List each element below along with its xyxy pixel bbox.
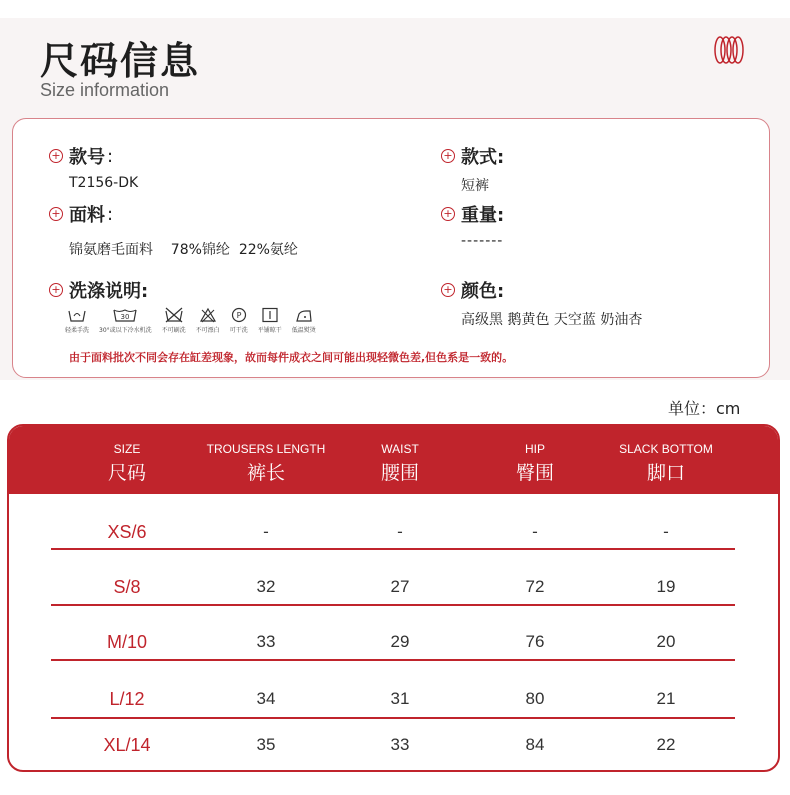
row-divider	[51, 659, 735, 661]
style-type-value: 短裤	[461, 178, 489, 194]
table-cell: 21	[656, 689, 676, 708]
style-number-value: T2156-DK	[69, 175, 139, 191]
plus-circle-icon: +	[49, 207, 63, 221]
size-cell: M/10	[106, 632, 148, 652]
table-cell: 35	[256, 735, 276, 754]
care-field	[49, 277, 316, 334]
table-cell: 22	[656, 735, 676, 754]
table-cell: 80	[525, 689, 545, 708]
weight-label: 重量:	[461, 205, 505, 226]
table-cell: 19	[656, 577, 676, 596]
fabric-label: 面料	[69, 205, 105, 226]
rings-icon	[712, 35, 748, 65]
line-dry-icon: 平铺晾干	[258, 307, 282, 334]
table-cell: 34	[256, 689, 276, 708]
no-bleach-icon: 不可漂白	[196, 307, 220, 334]
size-cell: L/12	[109, 689, 145, 709]
fabric-colon: :	[107, 203, 114, 225]
plus-circle-icon: +	[49, 283, 63, 297]
no-tumble-dry-icon: 不可刷洗	[162, 307, 186, 334]
page-subtitle: Size information	[40, 80, 170, 100]
size-cell: XS/6	[107, 522, 147, 542]
table-cell: 32	[256, 577, 276, 596]
plus-circle-icon: +	[441, 149, 455, 163]
care-label: 洗涤说明:	[69, 281, 149, 302]
row-divider	[51, 548, 735, 550]
color-value: 高级黑 鹅黄色 天空蓝 奶油杏	[461, 312, 643, 328]
table-cell: 72	[525, 577, 545, 596]
header-size: SIZE 尺码	[107, 442, 146, 484]
table-cell: 33	[390, 735, 410, 754]
weight-field	[441, 201, 504, 249]
plus-circle-icon: +	[441, 283, 455, 297]
color-field	[441, 277, 642, 329]
plus-circle-icon: +	[49, 149, 63, 163]
table-cell: -	[397, 522, 403, 541]
wash-30-icon: 30 30°或以下冷水机洗	[99, 307, 152, 334]
row-divider	[51, 717, 735, 719]
size-cell: S/8	[113, 577, 141, 597]
dry-clean-p-icon: P 可干洗	[230, 307, 248, 334]
style-number-label: 款号	[69, 147, 105, 168]
style-type-field	[441, 143, 504, 195]
style-type-label: 款式:	[461, 147, 505, 168]
row-divider	[51, 604, 735, 606]
fabric-field	[49, 201, 298, 259]
weight-value: -------	[461, 233, 504, 249]
table-cell: -	[663, 522, 669, 541]
table-header	[9, 426, 778, 494]
table-cell: 27	[390, 577, 410, 596]
iron-low-icon: 低温熨烫	[292, 307, 316, 334]
svg-text:P: P	[236, 311, 242, 320]
product-info-card	[12, 118, 770, 378]
svg-text:30: 30	[120, 313, 130, 321]
header-hip: HIP 臀围	[515, 442, 554, 484]
table-cell: 31	[390, 689, 410, 708]
color-difference-note: 由于面料批次不同会存在缸差现象，故而每件成衣之间可能出现轻微色差,但色系是一致的。	[69, 351, 514, 364]
size-cell: XL/14	[103, 735, 151, 755]
fabric-value: 锦氨磨毛面料 78%锦纶 22%氨纶	[69, 242, 298, 258]
style-number-field	[49, 143, 138, 191]
hand-wash-icon: 轻柔手洗	[65, 307, 89, 334]
page-title: 尺码信息	[40, 39, 201, 83]
table-cell: 84	[525, 735, 545, 754]
plus-circle-icon: +	[441, 207, 455, 221]
header-trousers-length: TROUSERS LENGTH 裤长	[206, 442, 326, 484]
table-cell: -	[532, 522, 538, 541]
style-number-colon: :	[107, 145, 114, 167]
header-waist: WAIST 腰围	[380, 442, 419, 484]
table-cell: -	[263, 522, 269, 541]
size-table	[7, 424, 780, 772]
table-cell: 76	[525, 632, 545, 651]
table-cell: 33	[256, 632, 276, 651]
color-label: 颜色:	[461, 281, 505, 302]
table-cell: 20	[656, 632, 676, 651]
table-cell: 29	[390, 632, 410, 651]
header-slack-bottom: SLACK BOTTOM 脚口	[619, 442, 713, 484]
unit-label: 单位：cm	[668, 399, 741, 418]
